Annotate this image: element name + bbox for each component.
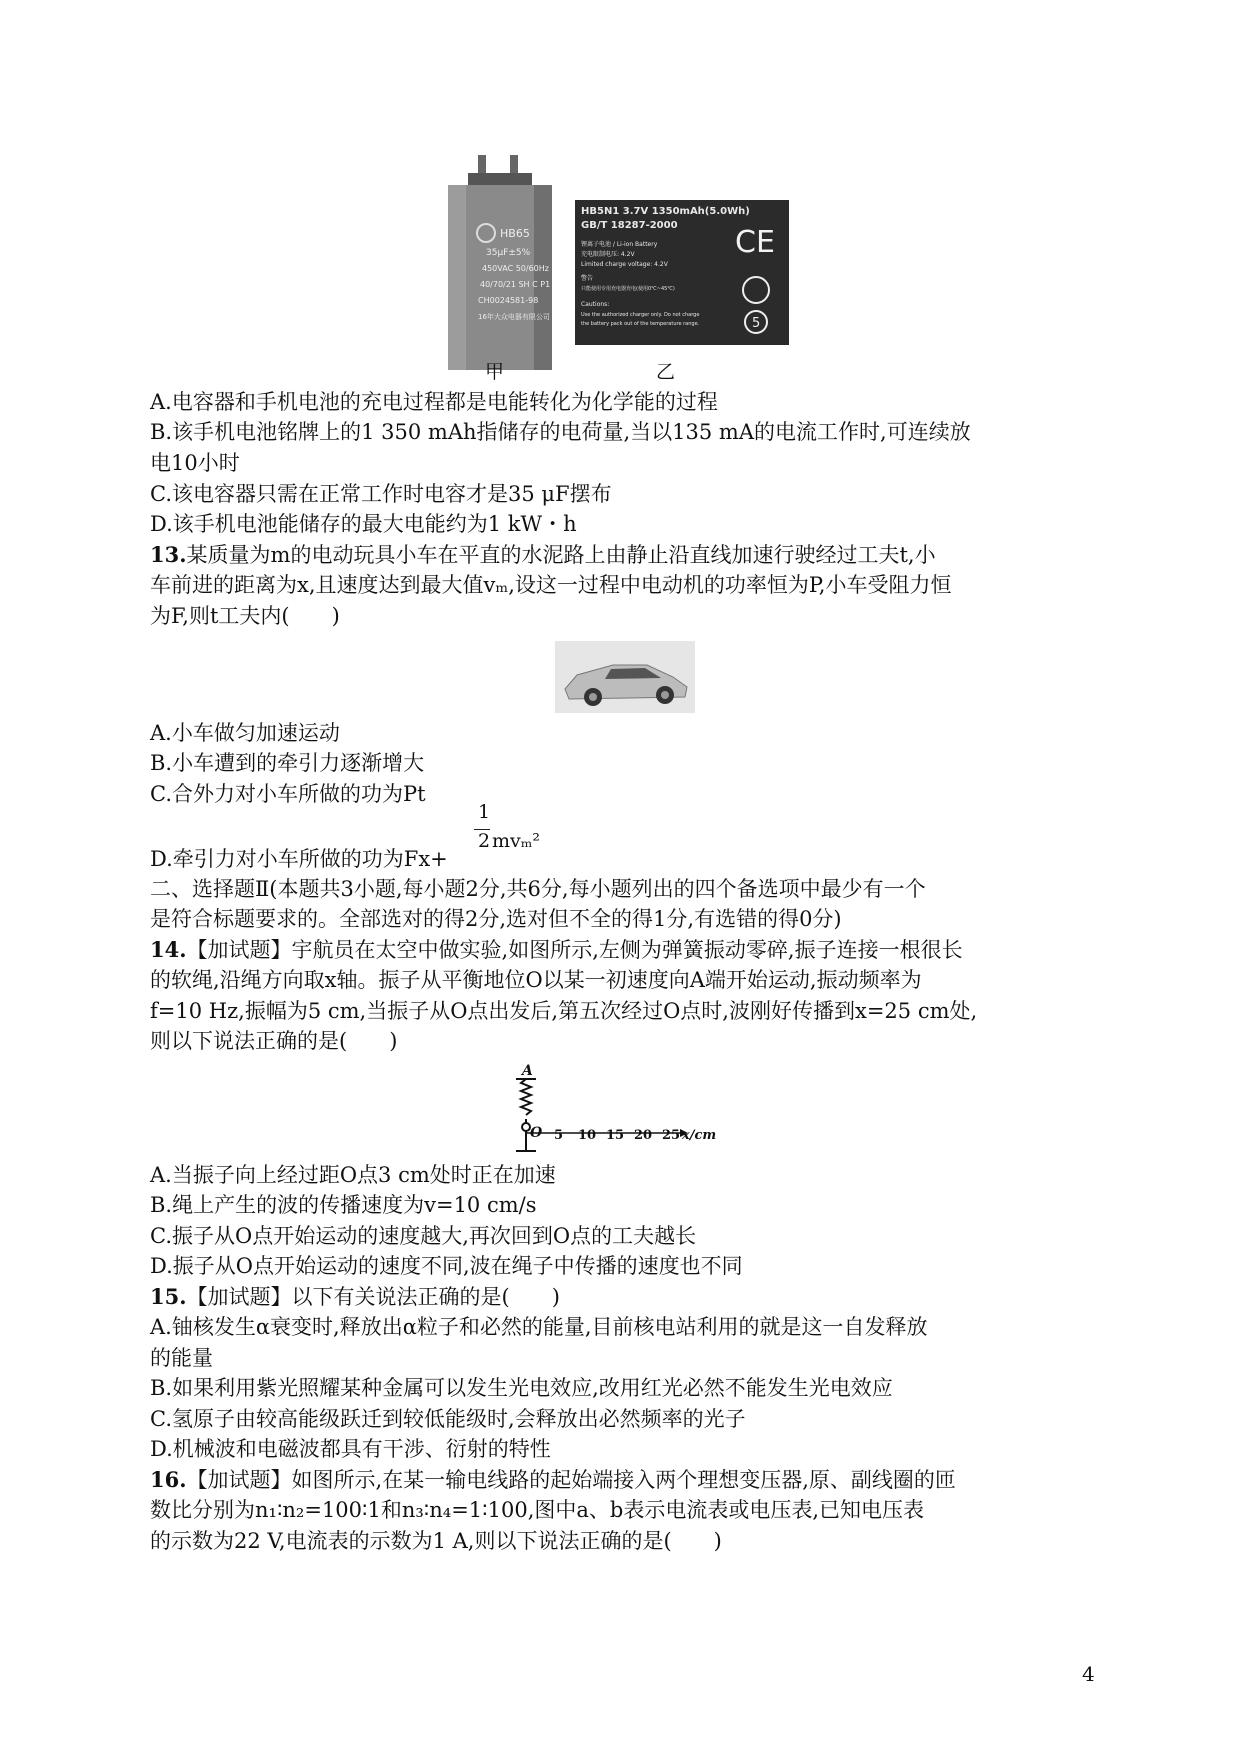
tick-10: 10: [578, 1128, 597, 1143]
question-number: 15.: [150, 1284, 187, 1309]
tick-15: 15: [606, 1128, 625, 1143]
svg-text:警告: 警告: [581, 275, 594, 282]
svg-text:Limited charge voltage: 4.2V: Limited charge voltage: 4.2V: [581, 261, 668, 268]
svg-text:CH0024581-98: CH0024581-98: [478, 296, 539, 305]
q14-option-a: A.当振子向上经过距O点3 cm处时正在加速: [150, 1163, 556, 1187]
q14-stem-4: 则以下说法正确的是( ): [150, 1029, 398, 1053]
axis-unit: x/cm: [682, 1128, 717, 1143]
q15-stem: 15.【加试题】以下有关说法正确的是( ): [150, 1284, 560, 1309]
q15-option-a-cont: 的能量: [150, 1346, 213, 1370]
tick-20: 20: [634, 1128, 653, 1143]
sports-car-image: [555, 641, 695, 713]
svg-text:只能使用专用充电器充电(使用0℃~45℃): 只能使用专用充电器充电(使用0℃~45℃): [581, 286, 675, 292]
figure-label-jia: 甲: [485, 361, 505, 383]
q12-option-a: A.电容器和手机电池的充电过程都是电能转化为化学能的过程: [150, 390, 718, 414]
svg-text:5: 5: [752, 316, 761, 331]
svg-text:HB5N1 3.7V 1350mAh(5.0Wh): HB5N1 3.7V 1350mAh(5.0Wh): [581, 206, 750, 217]
svg-text:16年大众电器有限公司: 16年大众电器有限公司: [478, 313, 550, 321]
svg-text:GB/T 18287-2000: GB/T 18287-2000: [581, 220, 678, 231]
svg-text:锂离子电池 / Li-ion Battery: 锂离子电池 / Li-ion Battery: [581, 241, 658, 248]
question-number: 13.: [150, 542, 187, 567]
section-2-heading-cont: 是符合标题要求的。全部选对的得2分,选对但不全的得1分,有选错的得0分): [150, 907, 842, 931]
battery-label-image: [575, 200, 789, 345]
q14-stem-1: 14.【加试题】宇航员在太空中做实验,如图所示,左侧为弹簧振动零碎,振子连接一根很长: [150, 937, 963, 962]
q13-stem-2: 车前进的距离为x,且速度达到最大值vₘ,设这一过程中电动机的功率恒为P,小车受阻力恒: [150, 573, 952, 597]
oscillator-icon: [522, 1123, 530, 1131]
q14-option-b: B.绳上产生的波的传播速度为v=10 cm/s: [150, 1193, 537, 1217]
svg-text:Cautions:: Cautions:: [581, 301, 610, 308]
q16-stem-3: 的示数为22 V,电流表的示数为1 A,则以下说法正确的是( ): [150, 1529, 722, 1553]
ce-mark: CE: [735, 225, 775, 260]
point-a-label: A: [522, 1063, 533, 1079]
svg-text:Use the authorized charger onl: Use the authorized charger only. Do not charge: [581, 312, 700, 318]
q15-option-c: C.氢原子由较高能级跃迁到较低能级时,会释放出必然频率的光子: [150, 1407, 746, 1431]
svg-text:450VAC 50/60Hz: 450VAC 50/60Hz: [482, 264, 549, 273]
svg-text:40/70/21 SH C P1: 40/70/21 SH C P1: [480, 280, 551, 289]
q15-option-d: D.机械波和电磁波都具有干涉、衍射的特性: [150, 1437, 551, 1461]
q14-stem-2: 的软绳,沿绳方向取x轴。振子从平衡地位O以某一初速度向A端开始运动,振动频率为: [150, 968, 922, 992]
q12-option-c: C.该电容器只需在正常工作时电容才是35 μF摆布: [150, 482, 612, 506]
capacitor-image: [448, 155, 552, 370]
q14-option-d: D.振子从O点开始运动的速度不同,波在绳子中传播的速度也不同: [150, 1254, 743, 1278]
q14-stem-3: f=10 Hz,振幅为5 cm,当振子从O点出发后,第五次经过O点时,波刚好传播到x=25 cm处,: [150, 999, 978, 1023]
q13-option-c: C.合外力对小车所做的功为Pt: [150, 782, 426, 806]
tick-25: 25: [662, 1128, 681, 1143]
fraction-numerator: 1: [478, 801, 491, 823]
q16-stem-2: 数比分别为n₁∶n₂=100∶1和n₃∶n₄=1∶100,图中a、b表示电流表或电压表,已知电压表: [150, 1498, 925, 1522]
q13-option-b: B.小车遭到的牵引力逐渐增大: [150, 751, 425, 775]
q13-stem-3: 为F,则t工夫内( ): [150, 604, 340, 628]
svg-text:充电限制电压: 4.2V: 充电限制电压: 4.2V: [581, 251, 635, 258]
question-number: 14.: [150, 937, 187, 962]
q13-option-d: D.牵引力对小车所做的功为Fx+: [150, 847, 448, 871]
spring-wave-diagram: [510, 1063, 735, 1158]
q13-option-a: A.小车做匀加速运动: [150, 721, 340, 745]
q12-option-b: B.该手机电池铭牌上的1 350 mAh指储存的电荷量,当以135 mA的电流工作时,可连续放: [150, 420, 971, 444]
q14-option-c: C.振子从O点开始运动的速度越大,再次回到O点的工夫越长: [150, 1224, 697, 1248]
fraction-denominator: 2: [478, 830, 491, 852]
svg-text:35μF±5%: 35μF±5%: [486, 248, 531, 258]
svg-text:HB65: HB65: [500, 227, 530, 240]
origin-label: O: [530, 1125, 543, 1141]
q15-option-a: A.铀核发生α衰变时,释放出α粒子和必然的能量,目前核电站利用的就是这一自发释放: [150, 1315, 928, 1339]
page-number: 4: [1082, 1662, 1095, 1686]
spring-icon: [521, 1079, 531, 1115]
svg-text:the battery pack out of the te: the battery pack out of the temperature range.: [581, 321, 700, 327]
fraction-tail: mvₘ²: [492, 830, 541, 852]
q16-stem-1: 16.【加试题】如图所示,在某一输电线路的起始端接入两个理想变压器,原、副线圈的匝: [150, 1467, 956, 1492]
q12-option-d: D.该手机电池能储存的最大电能约为1 kW・h: [150, 512, 577, 536]
q12-option-b-cont: 电10小时: [150, 451, 240, 475]
q13-stem-1: 13.某质量为m的电动玩具小车在平直的水泥路上由静止沿直线加速行驶经过工夫t,小: [150, 542, 936, 567]
question-number: 16.: [150, 1467, 187, 1492]
q15-option-b: B.如果利用紫光照耀某种金属可以发生光电效应,改用红光必然不能发生光电效应: [150, 1376, 893, 1400]
section-2-heading: 二、选择题Ⅱ(本题共3小题,每小题2分,共6分,每小题列出的四个备选项中最少有一个: [150, 877, 926, 901]
tick-5: 5: [554, 1128, 564, 1143]
figure-label-yi: 乙: [656, 361, 676, 383]
